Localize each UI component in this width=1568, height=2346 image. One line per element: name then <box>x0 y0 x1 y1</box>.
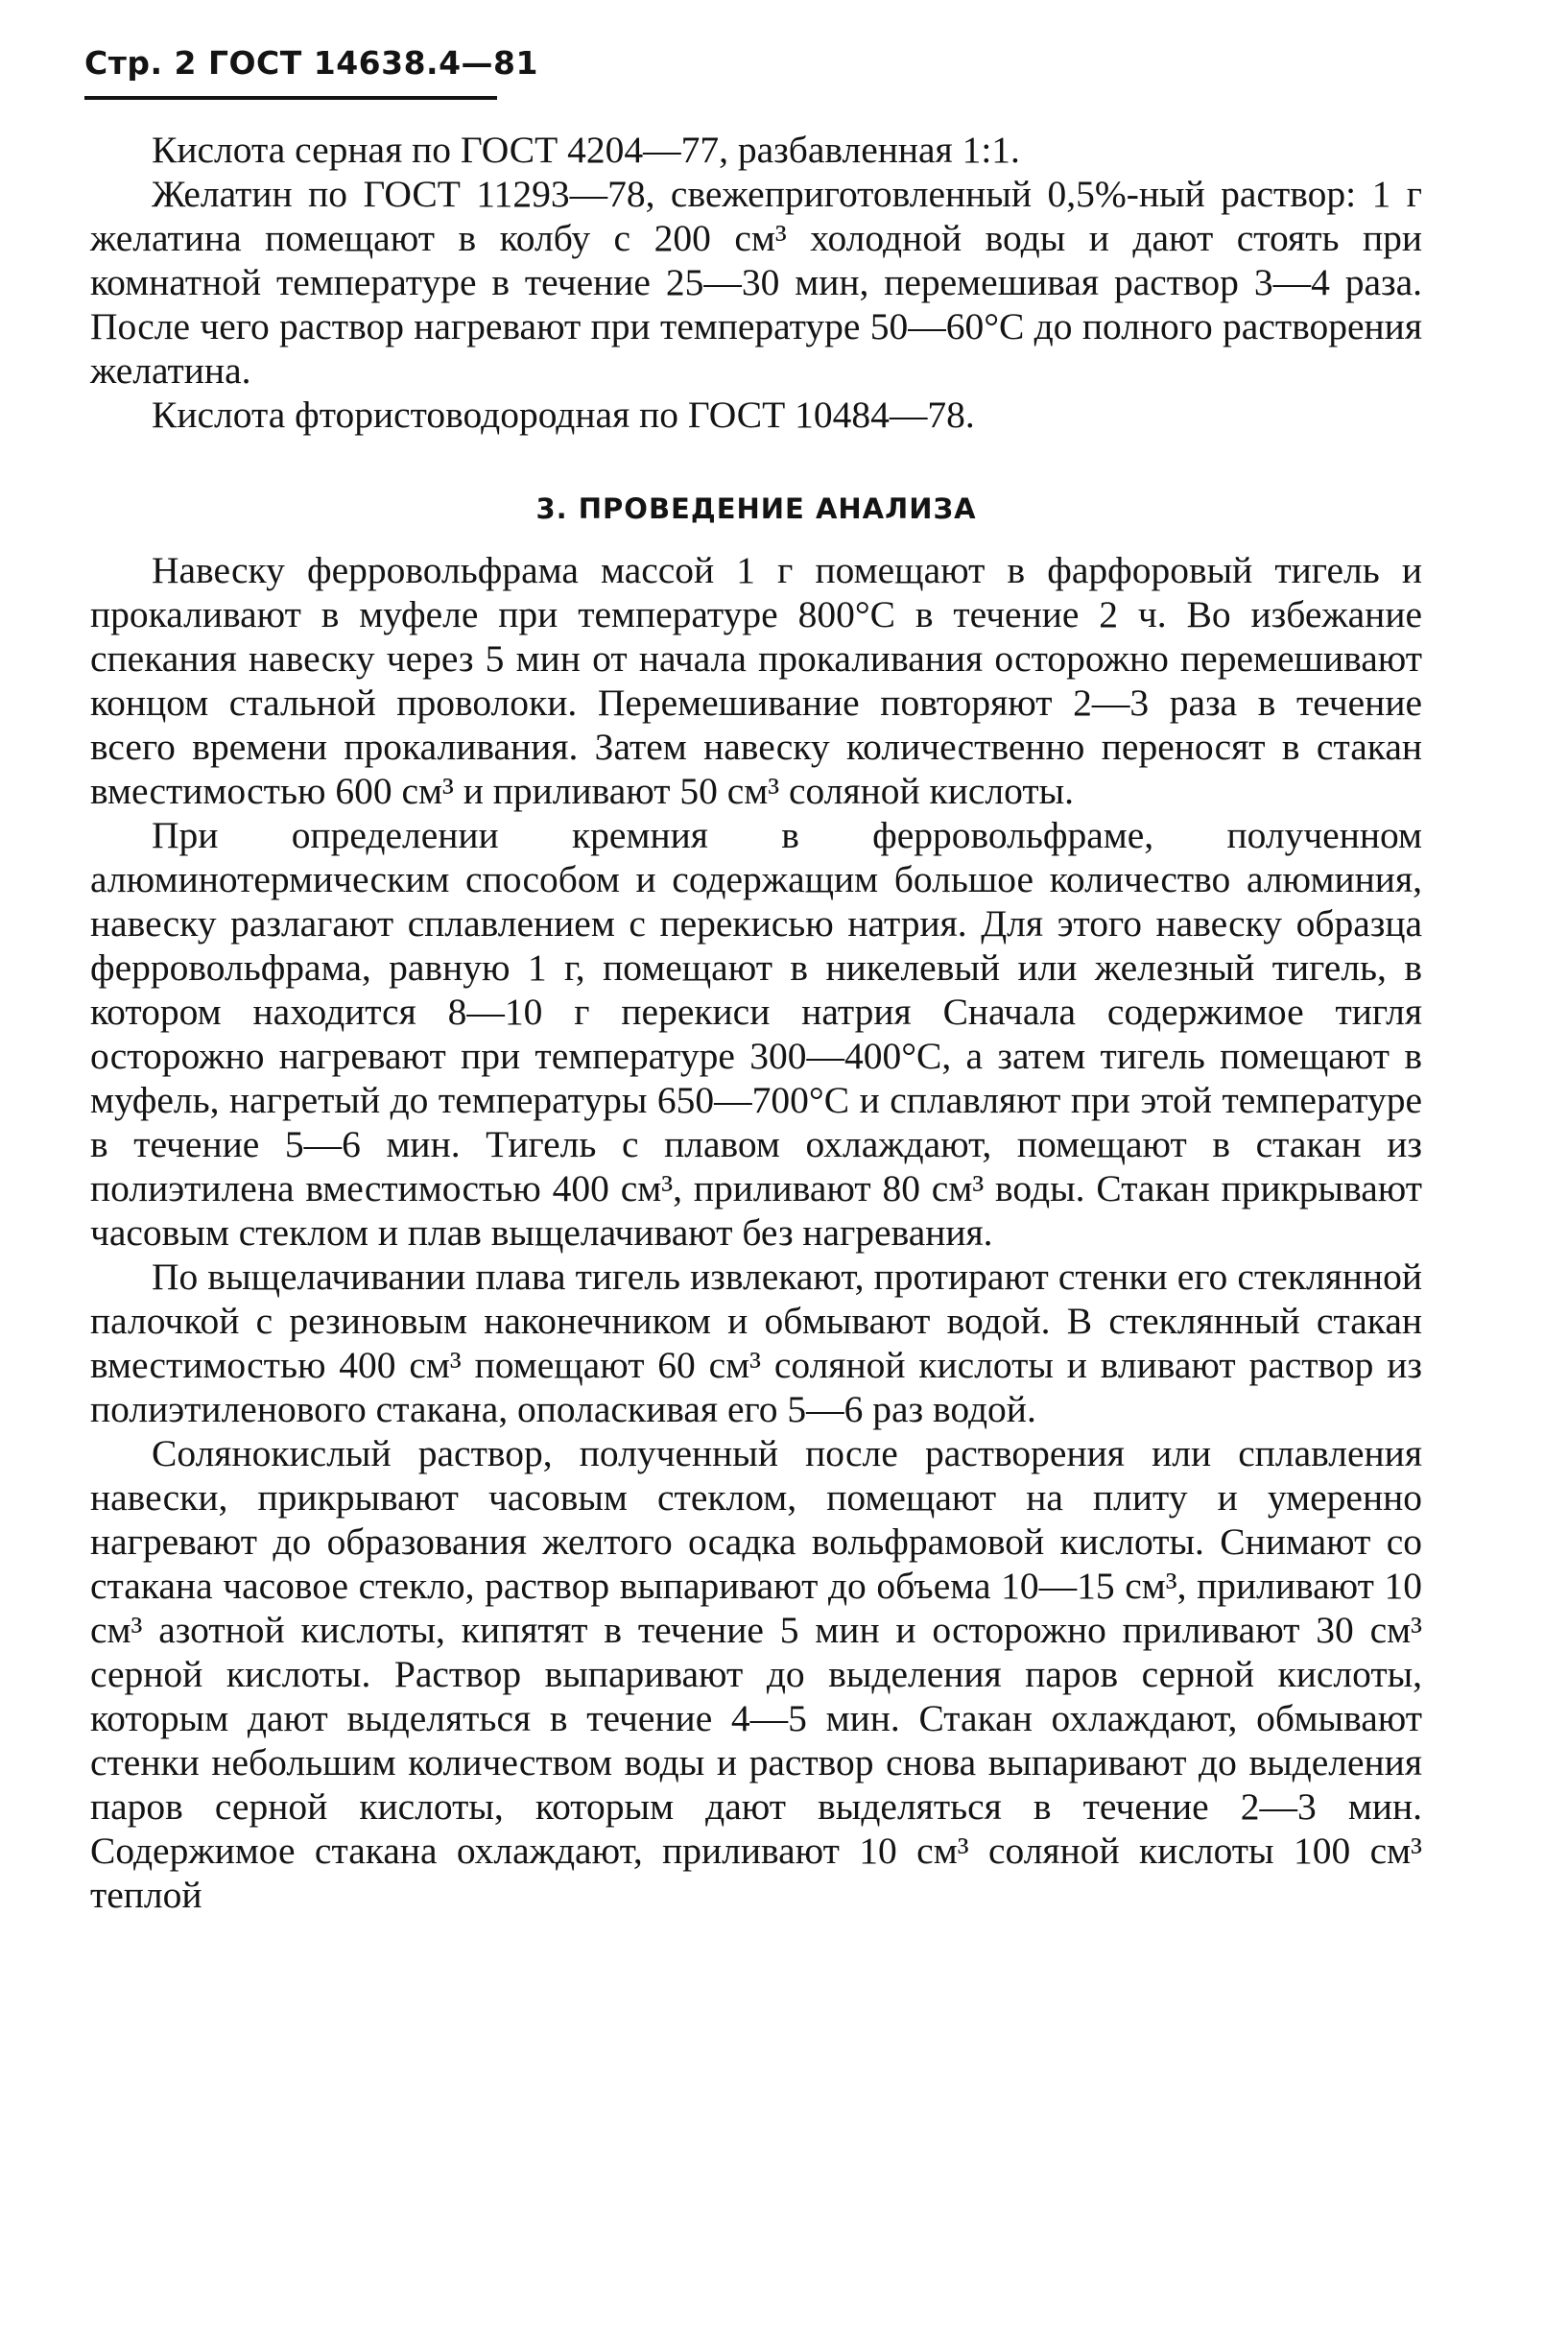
section-title: 3. ПРОВЕДЕНИЕ АНАЛИЗА <box>535 492 977 525</box>
analysis-paragraph: При определении кремния в ферровольфраме, полученном алюминотермическим способом и содержащим большое количество алюминия, навеску разлагают сплавлением с перекисью натрия. Для этого навеску образца ферровольфрама, равную 1 г, помещают в никелевый или железный тигель, в котором находится 8—10 г перекиси натрия Сначала содержимое тигля осторожно нагревают при температуре 300—400°С, а затем тигель помещают в муфель, нагретый до температуры 650—700°С и сплавляют при этой температуре в течение 5—6 мин. Тигель с плавом охлаждают, помещают в стакан из полиэтилена вместимостью 400 см³, приливают 80 см³ воды. Стакан прикрывают часовым стеклом и плав выщелачивают без нагревания. <box>90 814 1422 1254</box>
analysis-paragraph: Солянокислый раствор, полученный после растворения или сплавления навески, прикрывают часовым стеклом, помещают на плиту и умеренно нагревают до образования желтого осадка вольфрамовой кислоты. Снимают со стакана часовое стекло, раствор выпаривают до объема 10—15 см³, приливают 10 см³ азотной кислоты, кипятят в течение 5 мин и осторожно приливают 30 см³ серной кислоты. Раствор выпаривают до выделения паров серной кислоты, которым дают выделяться в течение 4—5 мин. Стакан охлаждают, обмывают стенки небольшим количеством воды и раствор снова выпаривают до выделения паров серной кислоты, которым дают выделяться в течение 2—3 мин. Содержимое стакана охлаждают, приливают 10 см³ соляной кислоты 100 см³ теплой <box>90 1432 1422 1916</box>
analysis-paragraph: Навеску ферровольфрама массой 1 г помещают в фарфоровый тигель и прокаливают в муфеле при температуре 800°С в течение 2 ч. Во избежание спекания навеску через 5 мин от начала прокаливания осторожно перемешивают концом стальной проволоки. Перемешивание повторяют 2—3 раза в течение всего времени прокаливания. Затем навеску количественно переносят в стакан вместимостью 600 см³ и приливают 50 см³ соляной кислоты. <box>90 549 1422 812</box>
reagents-block <box>90 128 1422 437</box>
page-header: Стр. 2 ГОСТ 14638.4—81 <box>84 44 538 82</box>
analysis-paragraph: По выщелачивании плава тигель извлекают, протирают стенки его стеклянной палочкой с резиновым наконечником и обмывают водой. В стеклянный стакан вместимостью 400 см³ помещают 60 см³ соляной кислоты и вливают раствор из полиэтиленового стакана, ополаскивая его 5—6 раз водой. <box>90 1256 1422 1430</box>
reagent-paragraph: Желатин по ГОСТ 11293—78, свежеприготовленный 0,5%-ный раствор: 1 г желатина помещают в колбу с 200 см³ холодной воды и дают стоять при комнатной температуре в течение 25—30 мин, перемешивая раствор 3—4 раза. После чего раствор нагревают при температуре 50—60°С до полного растворения желатина. <box>90 173 1422 392</box>
reagent-paragraph: Кислота серная по ГОСТ 4204—77, разбавленная 1:1. <box>152 129 1020 171</box>
header-rule <box>84 96 497 100</box>
reagent-paragraph: Кислота фтористоводородная по ГОСТ 10484—78. <box>152 394 975 436</box>
analysis-block <box>90 548 1422 1917</box>
